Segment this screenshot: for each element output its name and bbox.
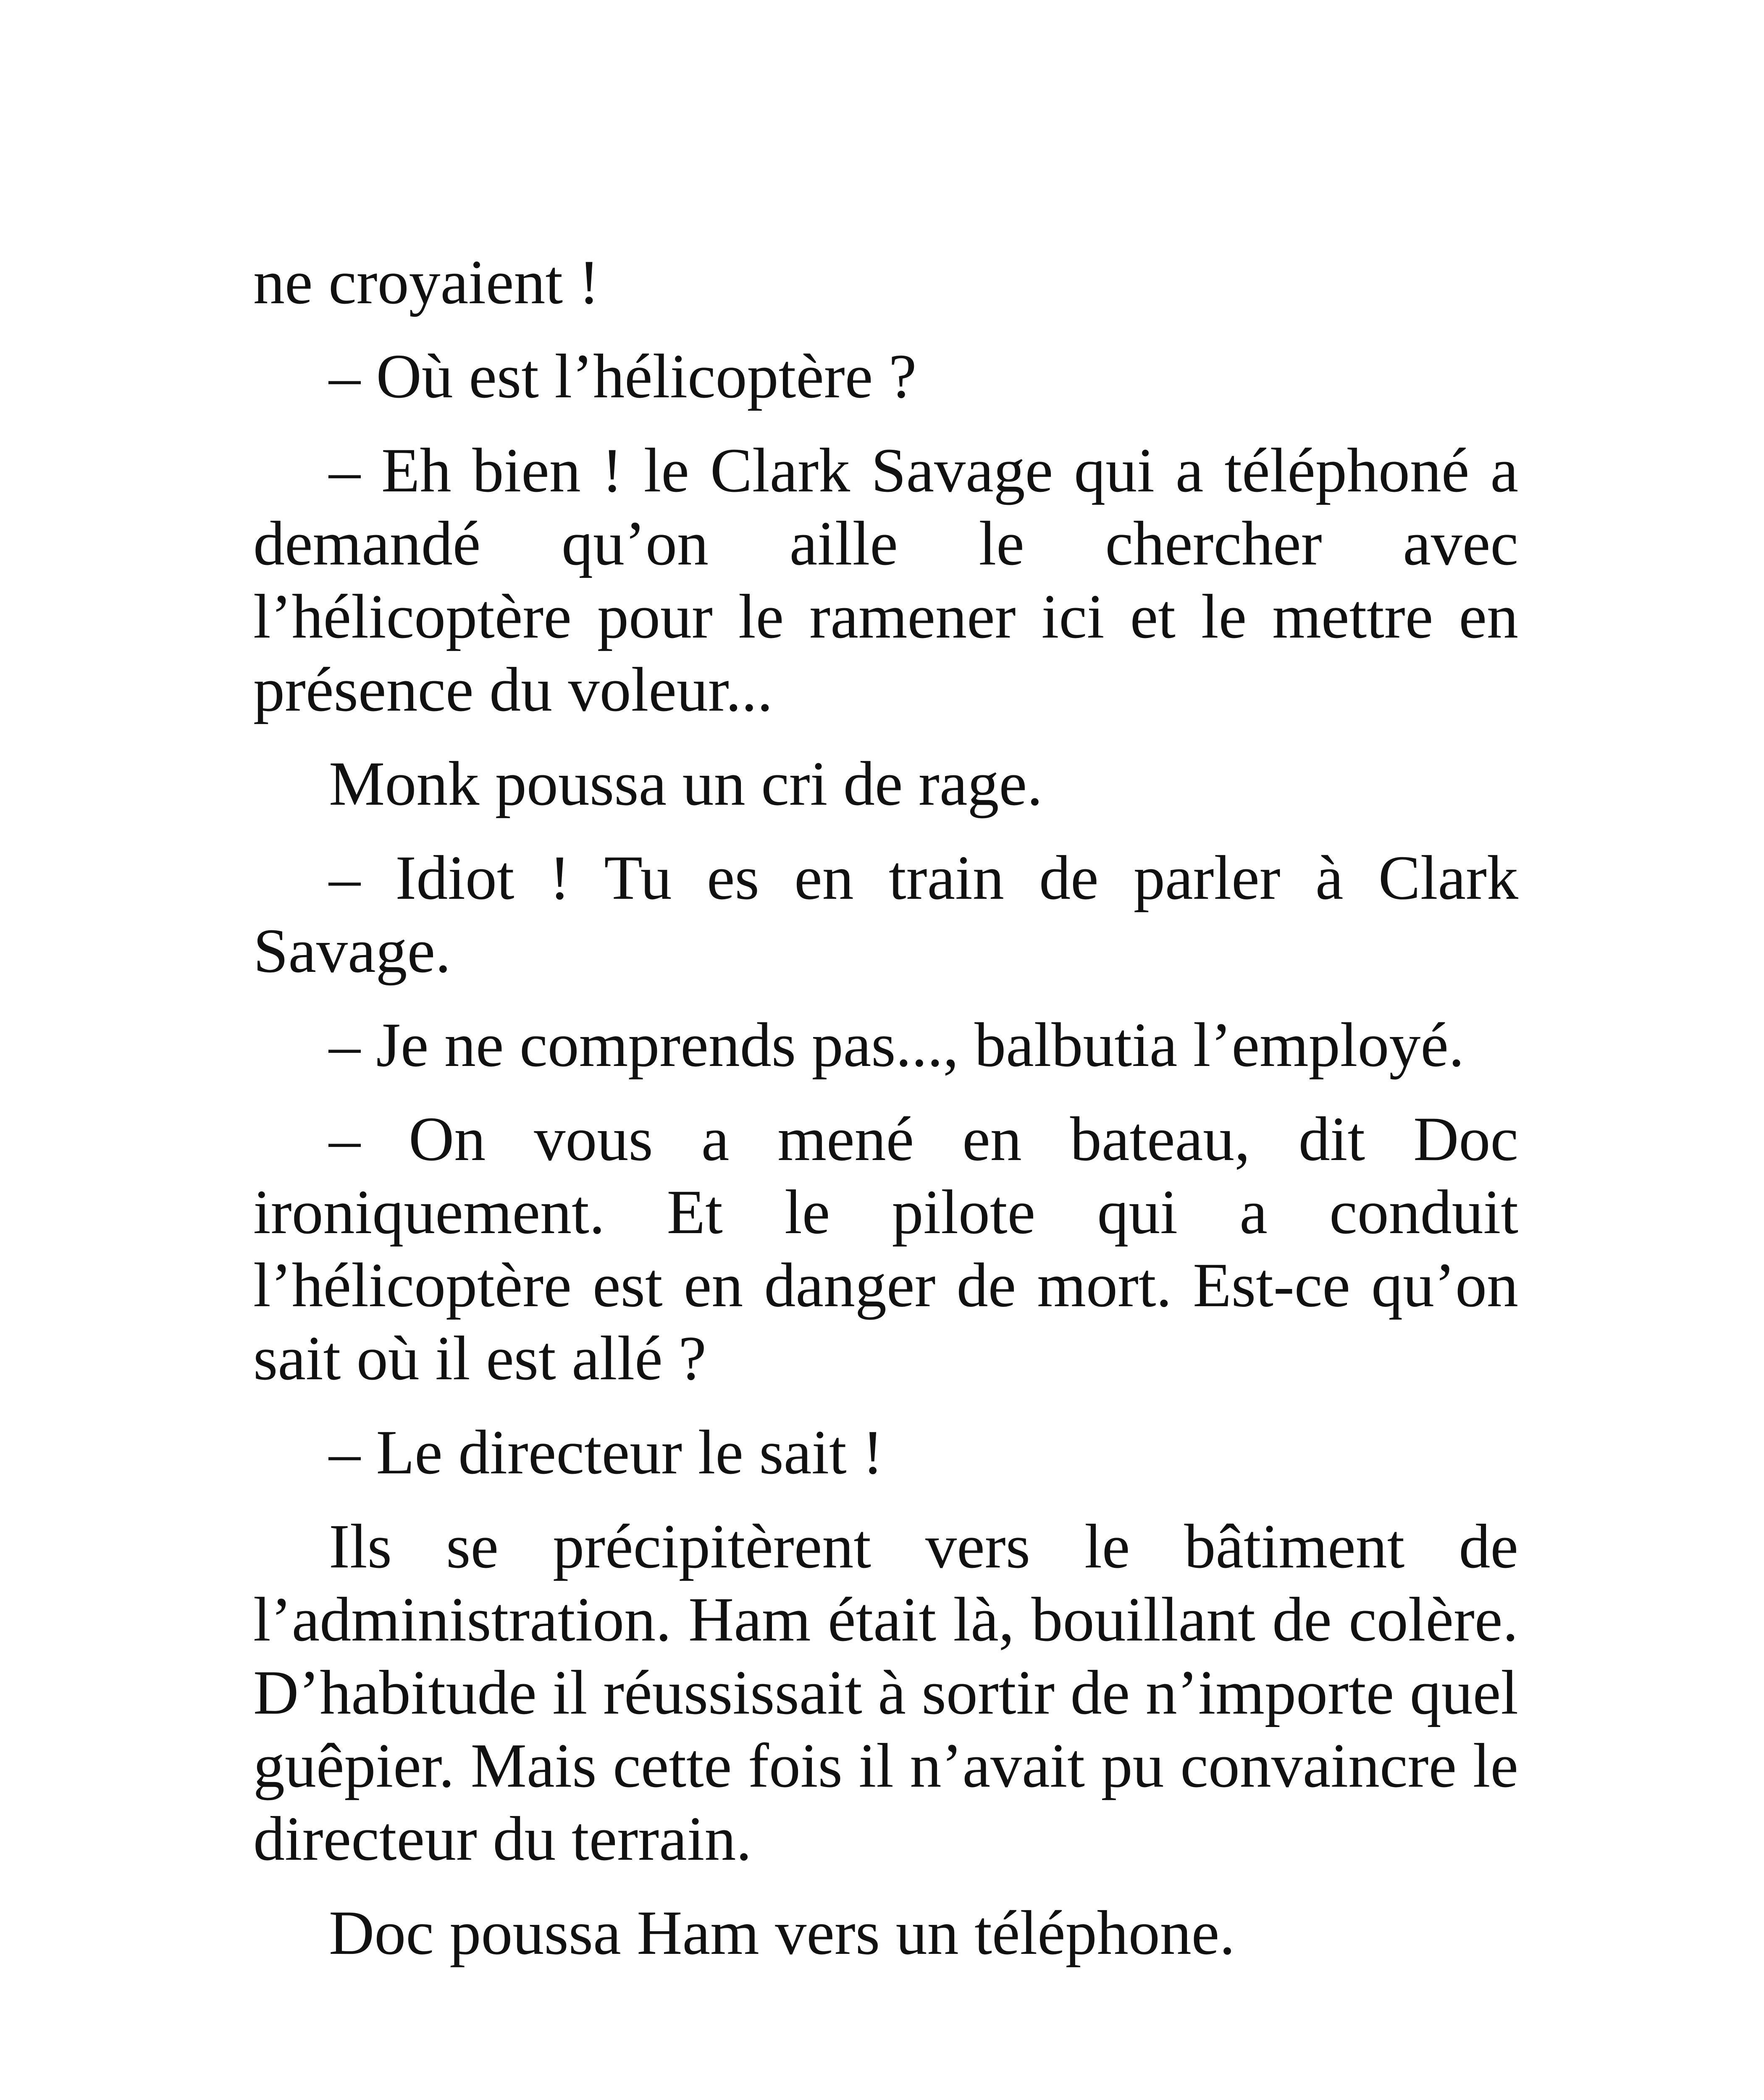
paragraph-4: Monk poussa un cri de rage. xyxy=(329,749,1043,819)
paragraph-6: – Je ne comprends pas..., balbutia l’employé. xyxy=(329,1010,1465,1080)
paragraph-5: – Idiot ! Tu es en train de parler à Clark Savage. xyxy=(253,843,1518,986)
paragraph-1: ne croyaient ! xyxy=(253,247,600,317)
paragraph-10: Doc poussa Ham vers un téléphone. xyxy=(329,1898,1235,1968)
body-text xyxy=(253,246,1518,1990)
paragraph-8: – Le directeur le sait ! xyxy=(329,1418,884,1487)
paragraph-3: – Eh bien ! le Clark Savage qui a téléphoné a demandé qu’on aille le chercher avec l’hélicoptère pour le ramener ici et le mettre en présence du voleur... xyxy=(253,436,1518,724)
paragraph-2: – Où est l’hélicoptère ? xyxy=(329,341,917,411)
paragraph-9: Ils se précipitèrent vers le bâtiment de l’administration. Ham était là, bouillant de colère. D’habitude il réussissait à sortir de n’importe quel guêpier. Mais cette fois il n’avait pu convaincre le directeur du terrain. xyxy=(253,1512,1518,1874)
paragraph-7: – On vous a mené en bateau, dit Doc ironiquement. Et le pilote qui a conduit l’hélicoptère est en danger de mort. Est-ce qu’on sait où il est allé ? xyxy=(253,1104,1518,1393)
